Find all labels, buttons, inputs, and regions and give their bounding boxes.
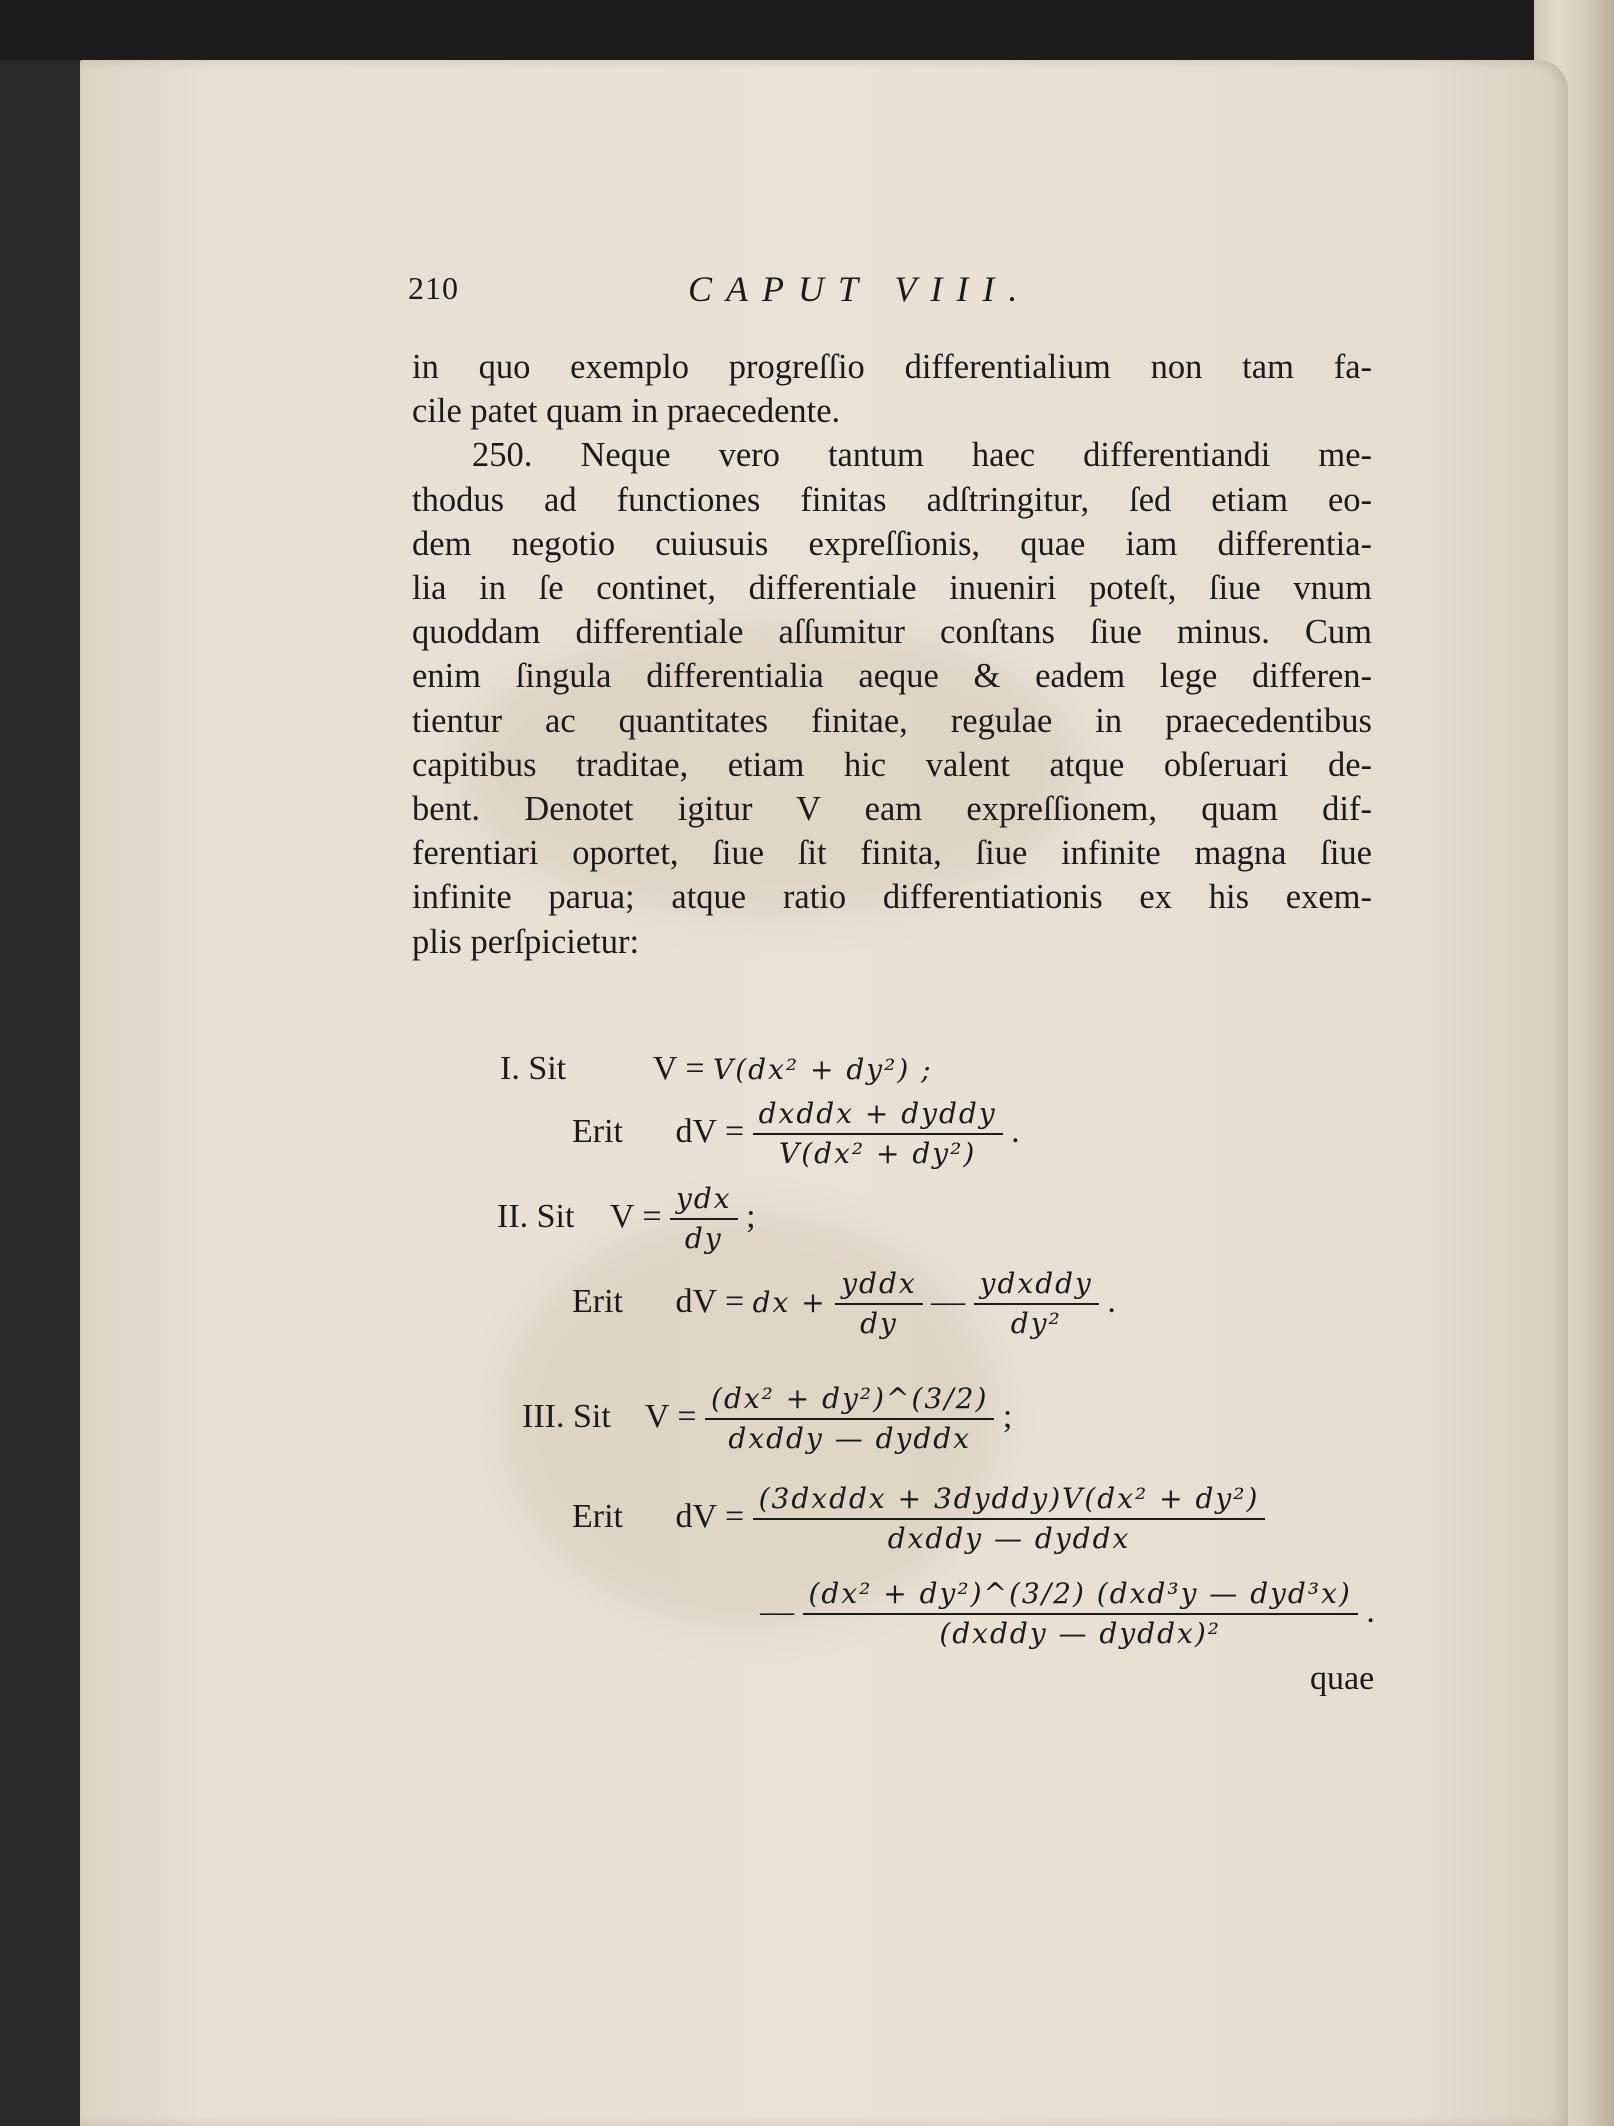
running-title: CAPUT VIII. bbox=[688, 269, 1032, 309]
example-2-definition bbox=[497, 1180, 756, 1258]
math-lhs: V = bbox=[644, 1397, 697, 1435]
text-line: ferentiari oportet, ſiue ſit finita, ſiue infinite magna ſiue bbox=[412, 834, 1372, 873]
example-2-result bbox=[572, 1265, 1116, 1343]
text-line: plis perſpicietur: bbox=[412, 922, 640, 961]
math-lhs: V = bbox=[652, 1050, 705, 1087]
example-1-definition bbox=[500, 1050, 933, 1088]
example-3-result-continued bbox=[760, 1575, 1375, 1653]
example-label: II. Sit bbox=[497, 1197, 575, 1235]
example-3-result bbox=[572, 1480, 1265, 1558]
denominator: dy² bbox=[1010, 1307, 1062, 1340]
fraction bbox=[803, 1575, 1358, 1653]
text-line: thodus ad functiones finitas adſtringitur, ſed etiam eo- bbox=[412, 480, 1372, 519]
denominator: dxddy — dyddx bbox=[728, 1422, 971, 1455]
fraction bbox=[670, 1180, 738, 1258]
text-line: enim ſingula differentialia aeque & eadem lege differen- bbox=[412, 657, 1372, 696]
denominator: dy bbox=[684, 1222, 723, 1255]
minus-sign: — bbox=[760, 1592, 794, 1630]
text-line: cile patet quam in praecedente. bbox=[412, 392, 841, 431]
numerator: (dx² + dy²)^(3/2) (dxd³y — dyd³x) bbox=[803, 1575, 1358, 1615]
text-line: 250. Neque vero tantum haec differentiandi me- bbox=[472, 436, 1372, 475]
example-1-result bbox=[572, 1095, 1020, 1173]
fraction bbox=[705, 1380, 994, 1458]
denominator: (dxddy — dyddx)² bbox=[939, 1617, 1221, 1650]
math-term: dx + bbox=[752, 1285, 827, 1319]
text-line: lia in ſe continet, differentiale inueniri poteſt, ſiue vnum bbox=[412, 569, 1372, 608]
text-line: dem negotio cuiusuis expreſſionis, quae iam differentia- bbox=[412, 524, 1372, 563]
fraction bbox=[753, 1095, 1003, 1173]
punctuation: . bbox=[1011, 1112, 1020, 1150]
body-text bbox=[412, 345, 1372, 964]
text-line: capitibus traditae, etiam hic valent atque obſeruari de- bbox=[412, 745, 1372, 784]
denominator: dxddy — dyddx bbox=[887, 1522, 1131, 1555]
text-line: tientur ac quantitates finitae, regulae in praecedentibus bbox=[412, 701, 1372, 740]
math-lhs: dV = bbox=[675, 1112, 745, 1150]
page-header bbox=[408, 270, 1148, 330]
numerator: (3dxddx + 3dyddy)V(dx² + dy²) bbox=[753, 1480, 1266, 1520]
text-line: infinite parua; atque ratio differentiationis ex his exem- bbox=[412, 878, 1372, 917]
math-lhs: dV = bbox=[675, 1497, 745, 1535]
example-label: I. Sit bbox=[500, 1050, 567, 1087]
denominator: dy bbox=[860, 1307, 898, 1340]
math-lhs: dV = bbox=[675, 1282, 745, 1320]
punctuation: . bbox=[1366, 1592, 1375, 1630]
example-3-definition bbox=[522, 1380, 1012, 1458]
numerator: yddx bbox=[835, 1265, 922, 1305]
numerator: ydx bbox=[670, 1180, 738, 1220]
text-line: bent. Denotet igitur V eam expreſſionem, quam dif- bbox=[412, 790, 1372, 829]
text-line: in quo exemplo progreſſio differentialium non tam fa- bbox=[412, 348, 1372, 386]
math-lhs: V = bbox=[609, 1197, 662, 1235]
punctuation: . bbox=[1107, 1282, 1116, 1320]
page-number: 210 bbox=[408, 270, 459, 306]
denominator: V(dx² + dy²) bbox=[779, 1137, 977, 1170]
fraction bbox=[974, 1265, 1099, 1343]
numerator: dxddx + dyddy bbox=[753, 1095, 1003, 1135]
erit-label: Erit bbox=[572, 1497, 623, 1535]
paragraph-250 bbox=[412, 433, 1372, 963]
numerator: ydxddy bbox=[974, 1265, 1099, 1305]
scan-background-top bbox=[0, 0, 1614, 60]
example-label: III. Sit bbox=[522, 1397, 611, 1435]
fraction bbox=[835, 1265, 922, 1343]
numerator: (dx² + dy²)^(3/2) bbox=[705, 1380, 994, 1420]
punctuation: ; bbox=[746, 1197, 756, 1235]
erit-label: Erit bbox=[572, 1112, 623, 1150]
fraction bbox=[753, 1480, 1266, 1558]
math-expression: V(dx² + dy²) ; bbox=[713, 1053, 933, 1086]
catchword: quae bbox=[1310, 1660, 1375, 1697]
paragraph-continued bbox=[412, 345, 1372, 433]
minus-sign: — bbox=[931, 1282, 966, 1320]
erit-label: Erit bbox=[572, 1282, 623, 1320]
punctuation: ; bbox=[1002, 1397, 1013, 1435]
text-line: quoddam differentiale aſſumitur conſtans ſiue minus. Cum bbox=[412, 613, 1372, 652]
